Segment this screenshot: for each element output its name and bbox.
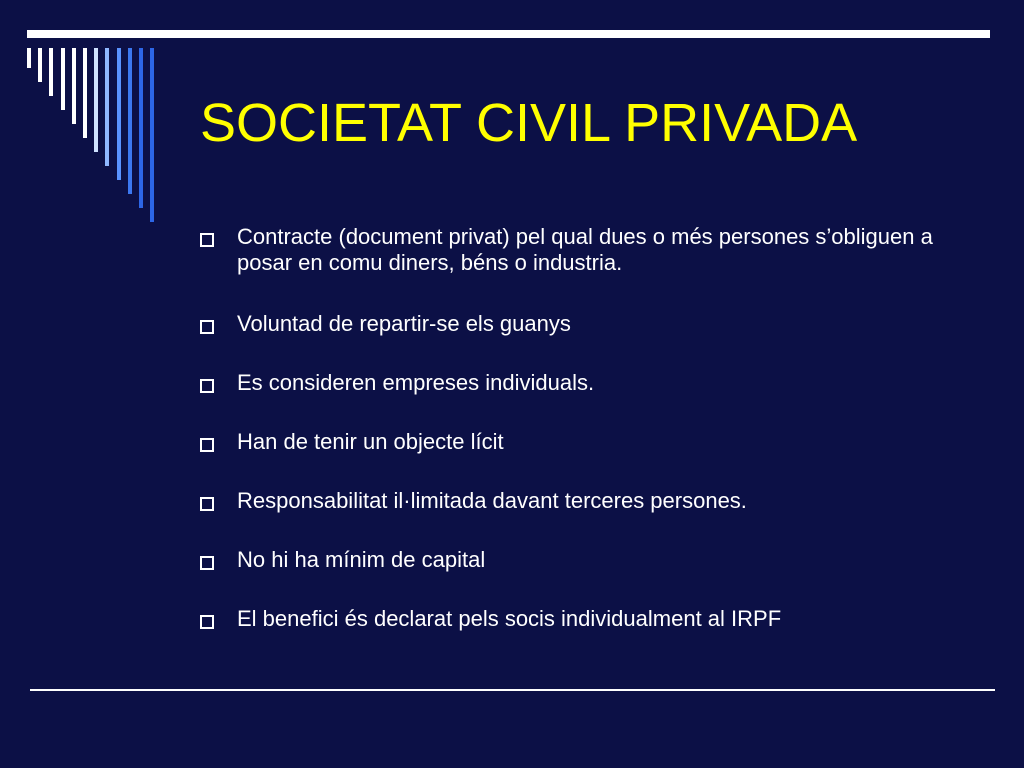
decorative-stripe [27,48,31,68]
bullet-text: El benefici és declarat pels socis individualment al IRPF [237,606,782,631]
decorative-stripe [72,48,76,124]
decorative-stripe [139,48,143,208]
bullet-item [200,224,940,276]
hollow-square-bullet-icon [200,438,214,452]
hollow-square-bullet-icon [200,556,214,570]
decorative-stripe [61,48,65,110]
bottom-rule [30,689,995,691]
hollow-square-bullet-icon [200,497,214,511]
decorative-stripe [105,48,109,166]
decorative-stripe [38,48,42,82]
bullet-item [200,547,940,573]
bullet-text: No hi ha mínim de capital [237,547,486,572]
hollow-square-bullet-icon [200,379,214,393]
hollow-square-bullet-icon [200,615,214,629]
bullet-item [200,606,940,632]
slide-title: SOCIETAT CIVIL PRIVADA [200,93,858,153]
decorative-stripe [150,48,154,222]
top-rule [27,30,990,38]
decorative-stripe [128,48,132,194]
bullet-item [200,370,940,396]
bullet-item [200,488,940,514]
decorative-stripe [83,48,87,138]
bullet-text: Es consideren empreses individuals. [237,370,595,395]
bullet-item [200,429,940,455]
hollow-square-bullet-icon [200,320,214,334]
bullet-item [200,311,940,337]
bullet-text: Contracte (document privat) pel qual dues o més persones s’obliguen a posar en comu diners, béns o industria. [237,224,933,275]
bullet-text: Voluntad de repartir-se els guanys [237,311,571,336]
hollow-square-bullet-icon [200,233,214,247]
decorative-stripe [49,48,53,96]
bullet-text: Responsabilitat il·limitada davant terceres persones. [237,488,747,513]
decorative-stripe [117,48,121,180]
decorative-stripe [94,48,98,152]
bullet-text: Han de tenir un objecte lícit [237,429,504,454]
bullet-list [200,224,940,665]
